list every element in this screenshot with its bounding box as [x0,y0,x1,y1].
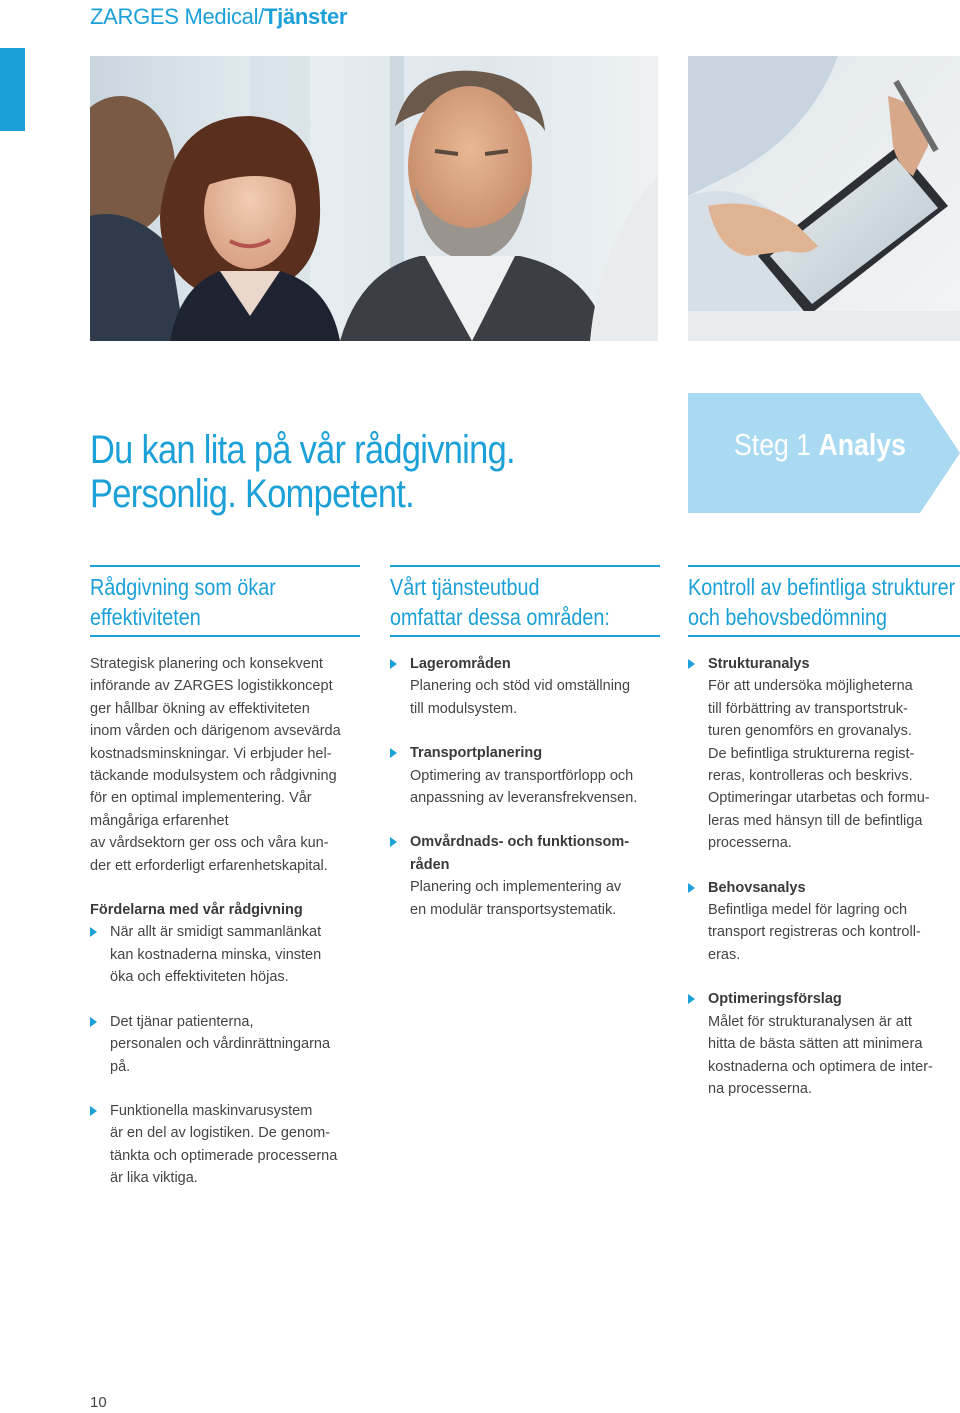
text-line: turen genomförs en grovanalys. [708,723,912,740]
analysis-item-needs [688,877,953,967]
heading-line: omfattar dessa områden: [390,604,610,630]
item-title: Behovsanalys [708,879,806,896]
text-line: till modulsystem. [410,700,518,717]
consultation-photo [90,56,658,341]
header-section: Tjänster [264,4,348,29]
text-line: När allt är smidigt sammanlänkat [110,924,322,941]
text-line: är lika viktiga. [110,1170,198,1187]
text-line: För att undersöka möjligheterna [708,678,913,695]
text-line: kan kostnaderna minska, vinsten [110,946,322,963]
text-line: är en del av logistiken. De genom- [110,1125,331,1142]
column-3-body [688,653,953,1100]
text-line: av vårdsektorn ger oss och våra kun- [90,835,329,852]
text-line: tänkta och optimerade processerna [110,1147,338,1164]
text-line: inom vården och därigenom avsevärda [90,723,341,740]
text-line: der ett erforderligt erfarenhetskapital. [90,857,328,874]
triangle-bullet-icon [90,927,97,937]
triangle-bullet-icon [688,994,695,1004]
step-arrow-banner [688,393,960,513]
header-brand: ZARGES Medical/ [90,4,264,29]
bullet-item [90,1011,365,1078]
page-number: 10 [90,1394,107,1411]
triangle-bullet-icon [390,837,397,847]
item-title: Transportplanering [410,745,543,762]
analysis-item-optimization [688,988,953,1100]
text-line: anpassning av leveransfrekvensen. [410,790,638,807]
heading-line: och behovsbedömning [688,604,888,630]
text-line: för en optimal implementering. Vår [90,790,312,807]
item-title: Optimeringsförslag [708,991,842,1008]
bullet-item [90,1100,365,1190]
text-line: en modulär transportsystematik. [410,901,617,918]
text-line: hitta de bästa sätten att minimera [708,1036,923,1053]
item-title: Omvårdnads- och funktionsom- [410,834,630,851]
column-2-heading [390,565,660,637]
text-line: Optimeringar utarbetas och formu- [708,790,930,807]
column-1-heading [90,565,360,637]
service-item-care-areas [390,831,660,921]
headline-line-1: Du kan lita på vår rådgivning. [90,428,515,472]
text-line: mångåriga erfarenhet [90,812,229,829]
text-line: transport registreras och kontroll- [708,924,921,941]
analysis-item-structure [688,653,953,855]
text-line: na processerna. [708,1080,812,1097]
text-line: eras. [708,946,741,963]
text-line: kostnadsminskningar. Vi erbjuder hel- [90,745,332,762]
column-3-heading [688,565,960,637]
text-line: införande av ZARGES logistikkoncept [90,678,333,695]
item-title: Strukturanalys [708,656,810,672]
benefits-subheading: Fördelarna med vår rådgivning [90,902,303,919]
step-prefix: Steg 1 [734,427,819,462]
text-line: leras med hänsyn till de befintliga [708,812,923,829]
column-2-body [390,653,660,921]
section-tab-marker [0,48,25,131]
heading-line: effektiviteten [90,604,201,630]
text-line: Befintliga medel för lagring och [708,902,908,919]
text-line: reras, kontrolleras och beskrivs. [708,768,913,785]
text-line: Målet för strukturanalysen är att [708,1013,912,1030]
page-header [90,4,347,30]
text-line: på. [110,1058,131,1075]
heading-line: Kontroll av befintliga strukturer [688,574,956,600]
text-line: öka och effektiviteten höjas. [110,969,289,986]
bullet-item [90,921,365,988]
headline-line-2: Personlig. Kompetent. [90,472,415,516]
step-name: Analys [818,427,906,462]
text-line: kostnaderna och optimera de inter- [708,1058,933,1075]
text-line: personalen och vårdinrättningarna [110,1036,331,1053]
text-line: täckande modulsystem och rådgivning [90,768,337,785]
intro-paragraph [90,653,365,877]
text-line: till förbättring av transportstruk- [708,700,908,717]
text-line: Funktionella maskinvarusystem [110,1102,313,1119]
text-line: Optimering av transportförlopp och [410,767,634,784]
text-line: De befintliga strukturerna regist- [708,745,915,762]
text-line: Planering och stöd vid omställning [410,678,631,695]
service-item-transport [390,742,660,809]
triangle-bullet-icon [390,748,397,758]
triangle-bullet-icon [688,883,695,893]
text-line: Strategisk planering och konsekvent [90,656,323,672]
text-line: Planering och implementering av [410,879,622,896]
text-line: ger hållbar ökning av effektiviteten [90,700,310,717]
triangle-bullet-icon [90,1106,97,1116]
triangle-bullet-icon [90,1017,97,1027]
text-line: processerna. [708,835,792,852]
heading-line: Vårt tjänsteutbud [390,574,540,600]
page-headline [90,428,572,516]
item-title: Lagerområden [410,656,511,672]
text-line: Det tjänar patienterna, [110,1013,254,1030]
item-title: råden [410,856,450,873]
triangle-bullet-icon [688,659,695,669]
service-item-storage [390,653,660,720]
triangle-bullet-icon [390,659,397,669]
tablet-photo [688,56,960,341]
step-label [734,427,906,463]
heading-line: Rådgivning som ökar [90,574,276,600]
column-1-body [90,653,365,1190]
